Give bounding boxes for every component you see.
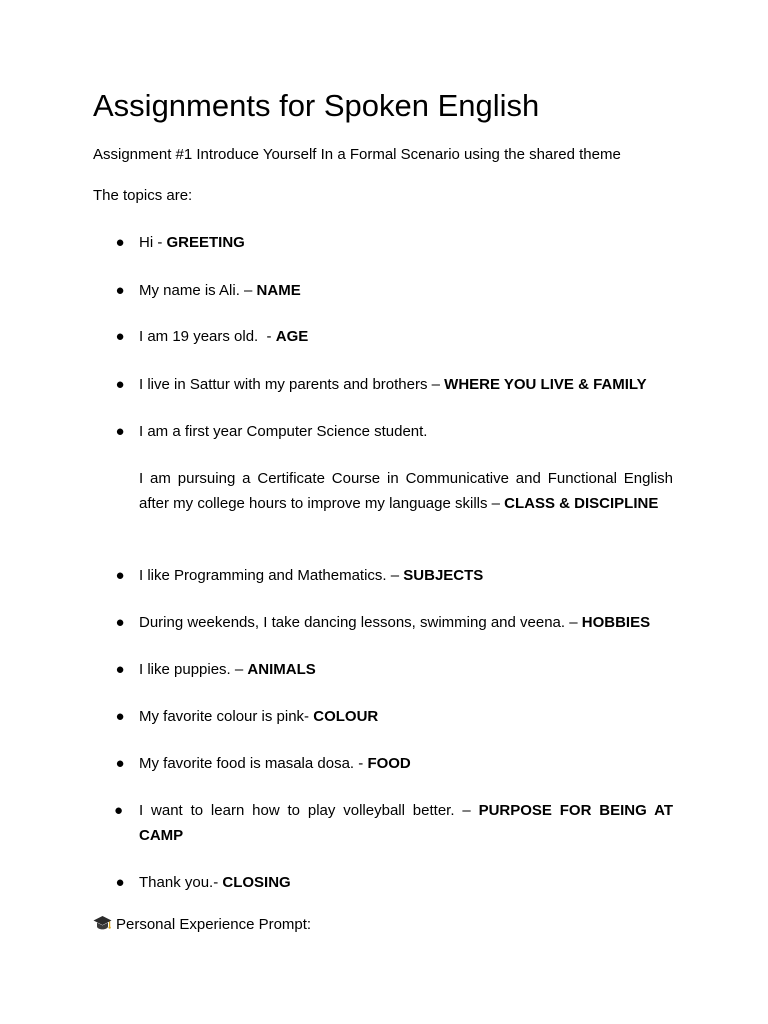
list-item bbox=[115, 278, 673, 303]
assignment-heading: Assignment #1 Introduce Yourself In a Formal Scenario using the shared theme bbox=[93, 146, 621, 163]
bullet-icon: ● bbox=[115, 708, 125, 725]
paragraph-tag: CLASS & DISCIPLINE bbox=[504, 495, 659, 512]
bullet-icon: ● bbox=[115, 874, 125, 891]
bullet-icon: ● bbox=[114, 802, 124, 819]
item-tag: HOBBIES bbox=[581, 614, 651, 631]
bullet-icon: ● bbox=[115, 234, 125, 251]
item-text: I like Programming and Mathematics. – bbox=[139, 567, 404, 584]
item-text: I live in Sattur with my parents and brothers – bbox=[139, 376, 445, 393]
list-item bbox=[115, 751, 673, 776]
item-text: During weekends, I take dancing lessons, swimming and veena. – bbox=[139, 614, 582, 631]
topics-intro: The topics are: bbox=[93, 187, 193, 204]
bullet-icon: ● bbox=[115, 328, 125, 345]
continuation-paragraph bbox=[139, 466, 673, 516]
list-item bbox=[115, 704, 673, 729]
item-tag: AGE bbox=[275, 328, 309, 345]
item-text: My favorite colour is pink- bbox=[139, 708, 314, 725]
item-tag: SUBJECTS bbox=[403, 567, 484, 584]
prompt-text: Personal Experience Prompt: bbox=[116, 916, 312, 933]
item-text: I am 19 years old. - bbox=[139, 328, 276, 345]
item-text: I like puppies. – bbox=[139, 661, 248, 678]
bullet-icon: ● bbox=[115, 755, 125, 772]
page-title: Assignments for Spoken English bbox=[93, 88, 540, 123]
bullet-icon: ● bbox=[115, 614, 125, 631]
list-item bbox=[115, 563, 673, 588]
item-tag: ANIMALS bbox=[247, 661, 316, 678]
list-item bbox=[115, 230, 673, 255]
item-tag: NAME bbox=[256, 282, 301, 299]
item-tag: GREETING bbox=[166, 234, 245, 251]
item-tag: FOOD bbox=[367, 755, 411, 772]
list-item bbox=[115, 657, 673, 682]
graduation-cap-icon bbox=[93, 915, 112, 931]
item-text: Thank you.- bbox=[139, 874, 223, 891]
list-item bbox=[115, 372, 673, 397]
bullet-icon: ● bbox=[115, 567, 125, 584]
list-item bbox=[114, 798, 673, 848]
item-text: I am a first year Computer Science student. bbox=[139, 423, 428, 440]
list-item bbox=[115, 610, 673, 635]
bullet-icon: ● bbox=[115, 282, 125, 299]
list-item bbox=[115, 870, 673, 895]
item-text: Hi - bbox=[139, 234, 167, 251]
list-item bbox=[115, 419, 673, 444]
item-tag: PURPOSE FOR BEING AT CAMP bbox=[139, 802, 673, 844]
bullet-icon: ● bbox=[115, 376, 125, 393]
personal-experience-prompt bbox=[93, 914, 311, 936]
list-item bbox=[115, 324, 673, 349]
bullet-icon: ● bbox=[115, 661, 125, 678]
item-text: I want to learn how to play volleyball better. – bbox=[139, 802, 479, 819]
item-text: My favorite food is masala dosa. - bbox=[139, 755, 368, 772]
item-text: My name is Ali. – bbox=[139, 282, 257, 299]
item-tag: CLOSING bbox=[222, 874, 291, 891]
bullet-icon: ● bbox=[115, 423, 125, 440]
paragraph-text: I am pursuing a Certificate Course in Communicative and Functional English after my college hours to improve my language skills – bbox=[139, 470, 673, 512]
item-tag: COLOUR bbox=[313, 708, 379, 725]
item-tag: WHERE YOU LIVE & FAMILY bbox=[444, 376, 647, 393]
